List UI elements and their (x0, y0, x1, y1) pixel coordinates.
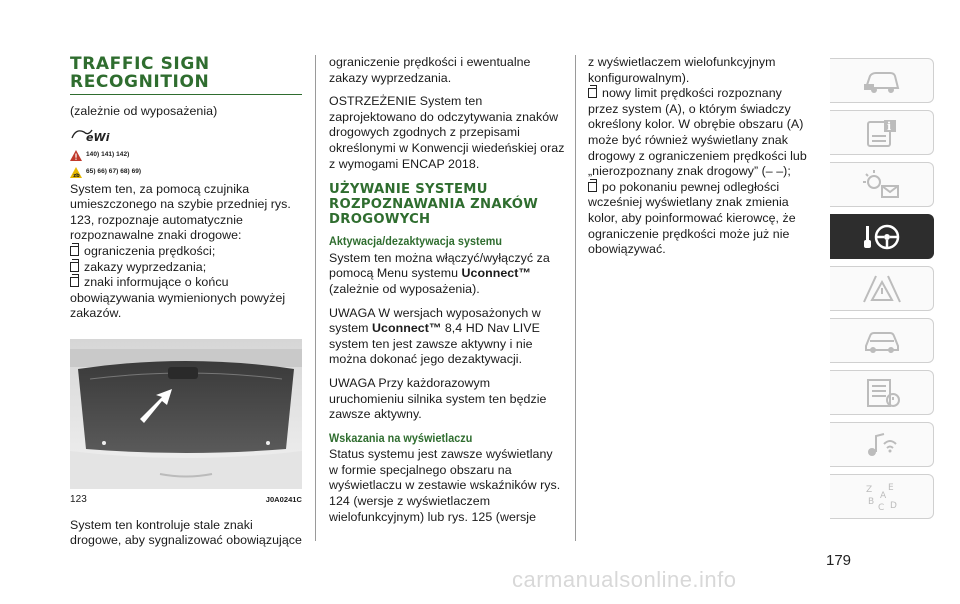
tab-dashboard[interactable] (830, 58, 934, 103)
checkbox-icon (588, 182, 597, 192)
column-1 (70, 55, 302, 549)
windshield-photo (70, 339, 302, 489)
figure-number: 123 (70, 493, 87, 505)
note-paragraph: UWAGA Przy każdorazowym uruchomieniu silnika system ten będzie zawsze aktywny. (329, 375, 547, 422)
svg-text:D: D (889, 500, 897, 511)
tab-warning-lights[interactable] (830, 162, 934, 207)
note-paragraph (329, 306, 565, 368)
index-icon (860, 480, 904, 514)
bullet-text: znaki informujące o końcu obowiązywania wymienionych powyżej zakazów. (70, 275, 286, 321)
tab-index[interactable] (830, 474, 934, 519)
tab-info[interactable] (830, 110, 934, 155)
tab-starting-driving[interactable] (830, 214, 934, 259)
svg-text:B: B (867, 496, 874, 507)
column-divider (315, 55, 316, 541)
svg-text:zb: zb (73, 172, 80, 178)
paragraph (329, 251, 565, 298)
column-3 (588, 55, 810, 258)
specifications-icon (860, 376, 904, 410)
column-divider (575, 55, 576, 541)
subheading-activation: Aktywacja/dezaktywacja systemu (329, 234, 503, 249)
warning-refs-1: 140) 141) 142) (86, 151, 130, 159)
text: 8,4 HD Nav LIVE system ten jest zawsze aktywny i nie można dokonać jego dezaktywacji. (329, 321, 540, 367)
after-figure-text: System ten kontroluje stale znaki drogowe, aby sygnalizować obowiązujące (70, 517, 302, 548)
warning-refs-row-1 (70, 148, 302, 163)
multimedia-icon (860, 428, 904, 462)
svg-text:eWi: eWi (86, 130, 110, 144)
car-dashboard-icon (860, 64, 904, 98)
info-icon (860, 116, 904, 150)
paragraph: Status systemu jest zawsze wyświetlany w formie specjalnego obszaru na wyświetlaczu w zestawie wskaźników rys. 124 (wersje z wyświetlaczem wielofunkcyjnym) lub rys. 125 (wersje (329, 447, 561, 524)
warning-refs-2: 65) 66) 67) 68) 69) (86, 168, 142, 176)
intro-text: System ten, za pomocą czujnika umieszczonego na szybie przedniej rys. 123, rozpoznaje automatycznie rozpoznawalne znaki drogowe: (70, 181, 291, 243)
title-divider (70, 94, 302, 95)
subheading-display: Wskazania na wyświetlaczu (329, 430, 473, 445)
steering-key-icon (860, 220, 904, 254)
bullet-text: po pokonaniu pewnej odległości wcześniej wyświetlany znak zmienia kolor, aby poinformować kierowcę, że ograniczenie prędkości może już nie obowiązywać. (588, 179, 796, 257)
checkbox-icon (588, 88, 597, 98)
tab-emergency[interactable] (830, 266, 934, 311)
tab-servicing[interactable] (830, 318, 934, 363)
title-line-2: RECOGNITION (70, 72, 210, 92)
svg-text:E: E (887, 482, 894, 493)
warning-paragraph: OSTRZEŻENIE System ten zaprojektowano do odczytywania znaków drogowych zgodnych z przepisami określonymi w Konwencji wiedeńskiej oraz z wymogami ENCAP 2018. (329, 94, 565, 171)
bullet-item (70, 275, 302, 322)
warning-lights-icon (860, 168, 904, 202)
svg-text:Z: Z (865, 484, 872, 495)
text: (zależnie od wyposażenia). (329, 281, 480, 296)
availability-note: (zależnie od wyposażenia) (70, 104, 218, 118)
bold-text: Uconnect™ (461, 266, 531, 281)
text: System ten można włączyć/wyłączyć za pomocą Menu systemu (329, 250, 550, 281)
chapter-tabs (830, 58, 934, 526)
bullet-text: nowy limit prędkości rozpoznany przez system (A), o którym świadczy określony kolor. W obrębie obszaru (A) może być również wyświetlany znak drogowy z ograniczeniem prędkości lub „nierozpoznany znak drogowy” (– –); (588, 86, 807, 179)
paragraph: z wyświetlaczem wielofunkcyjnym konfigurowalnym). (588, 55, 776, 85)
svg-text:C: C (877, 502, 884, 513)
bullet-text: ograniczenia prędkości; (84, 243, 216, 258)
tab-specifications[interactable] (830, 370, 934, 415)
text: UWAGA W wersjach wyposażonych w system (329, 305, 541, 336)
road-triangle-icon (860, 272, 904, 306)
page-number: 179 (826, 552, 852, 569)
svg-text:A: A (879, 490, 886, 501)
paragraph: ograniczenie prędkości i ewentualne zakazy wyprzedzania. (329, 55, 531, 85)
figure-code: J0A0241C (265, 494, 302, 504)
warning-refs-row-2 (70, 165, 302, 180)
watermark: carmanualsonline.info (512, 567, 737, 592)
title-line-1: TRAFFIC SIGN (70, 54, 210, 74)
bullet-item (70, 244, 302, 260)
figure-caption (70, 492, 302, 508)
bullet-item (588, 180, 810, 258)
bullet-item (70, 260, 302, 276)
bullet-text: zakazy wyprzedzania; (84, 259, 207, 274)
tab-multimedia[interactable] (830, 422, 934, 467)
checkbox-icon (70, 262, 79, 272)
bold-text: Uconnect™ (372, 321, 442, 336)
section-heading: UŻYWANIE SYSTEMU ROZPOZNAWANIA ZNAKÓW DROGOWYCH (329, 182, 539, 228)
caution-triangle-icon (70, 167, 82, 178)
car-service-icon (860, 324, 904, 358)
checkbox-icon (70, 277, 79, 287)
column-2 (329, 55, 565, 533)
danger-triangle-icon (70, 150, 82, 161)
bullet-item (588, 86, 810, 180)
section-title (70, 55, 302, 91)
svg-text:i: i (886, 119, 891, 133)
uconnect-logo-icon (70, 124, 302, 146)
checkbox-icon (70, 246, 79, 256)
